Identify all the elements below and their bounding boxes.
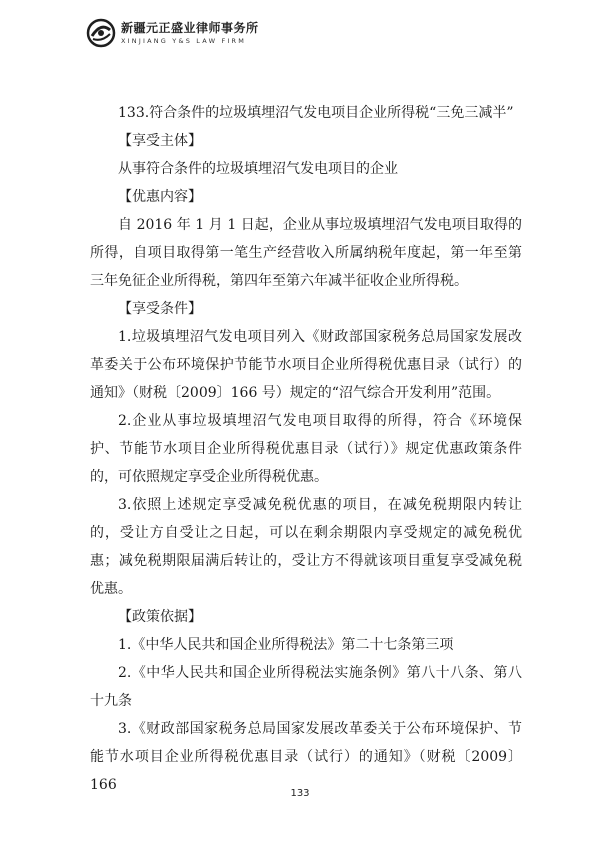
firm-name-en: XINJIANG Y&S LAW FIRM bbox=[121, 37, 247, 45]
condition-2: 2.企业从事垃圾填埋沼气发电项目取得的所得，符合《环境保护、节能节水项目企业所得税优惠目录（试行）》规定优惠政策条件的，可依照规定享受企业所得税优惠。 bbox=[90, 413, 522, 485]
policy-basis-3: 3.《财政部国家税务总局国家发展改革委关于公布环境保护、节能节水项目企业所得税优惠目录（试行）的通知》（财税〔2009〕166 bbox=[90, 721, 522, 793]
heading-benefit-content: 【优惠内容】 bbox=[118, 189, 202, 205]
document-body bbox=[90, 99, 522, 799]
firm-name-cn: 新疆元正盛业律师事务所 bbox=[121, 21, 259, 35]
condition-1: 1.垃圾填埋沼气发电项目列入《财政部国家税务总局国家发展改革委关于公布环境保护节能节水项目企业所得税优惠目录（试行）的通知》（财税〔2009〕166 号）规定的“沼气综合开发利用”范围。 bbox=[90, 329, 522, 401]
heading-policy-basis: 【政策依据】 bbox=[118, 609, 202, 625]
condition-3: 3.依照上述规定享受减免税优惠的项目，在减免税期限内转让的，受让方自受让之日起，可以在剩余期限内享受规定的减免税优惠；减免税期限届满后转让的，受让方不得就该项目重复享受减免税优惠。 bbox=[90, 497, 522, 597]
heading-conditions: 【享受条件】 bbox=[118, 301, 202, 317]
page-header bbox=[86, 16, 586, 50]
section-title: 133.符合条件的垃圾填埋沼气发电项目企业所得税“三免三减半” bbox=[118, 105, 514, 121]
firm-logo-icon bbox=[86, 18, 116, 48]
page-number: 133 bbox=[290, 788, 310, 799]
policy-basis-1: 1.《中华人民共和国企业所得税法》第二十七条第三项 bbox=[118, 637, 454, 653]
policy-basis-2: 2.《中华人民共和国企业所得税法实施条例》第八十八条、第八十九条 bbox=[90, 665, 522, 709]
benefit-content-text: 自 2016 年 1 月 1 日起，企业从事垃圾填埋沼气发电项目取得的所得，自项目取得第一笔生产经营收入所属纳税年度起，第一年至第三年免征企业所得税，第四年至第六年减半征收企业所得税。 bbox=[90, 217, 522, 289]
heading-eligible-subject: 【享受主体】 bbox=[118, 133, 202, 149]
eligible-subject-text: 从事符合条件的垃圾填埋沼气发电项目的企业 bbox=[118, 161, 398, 177]
